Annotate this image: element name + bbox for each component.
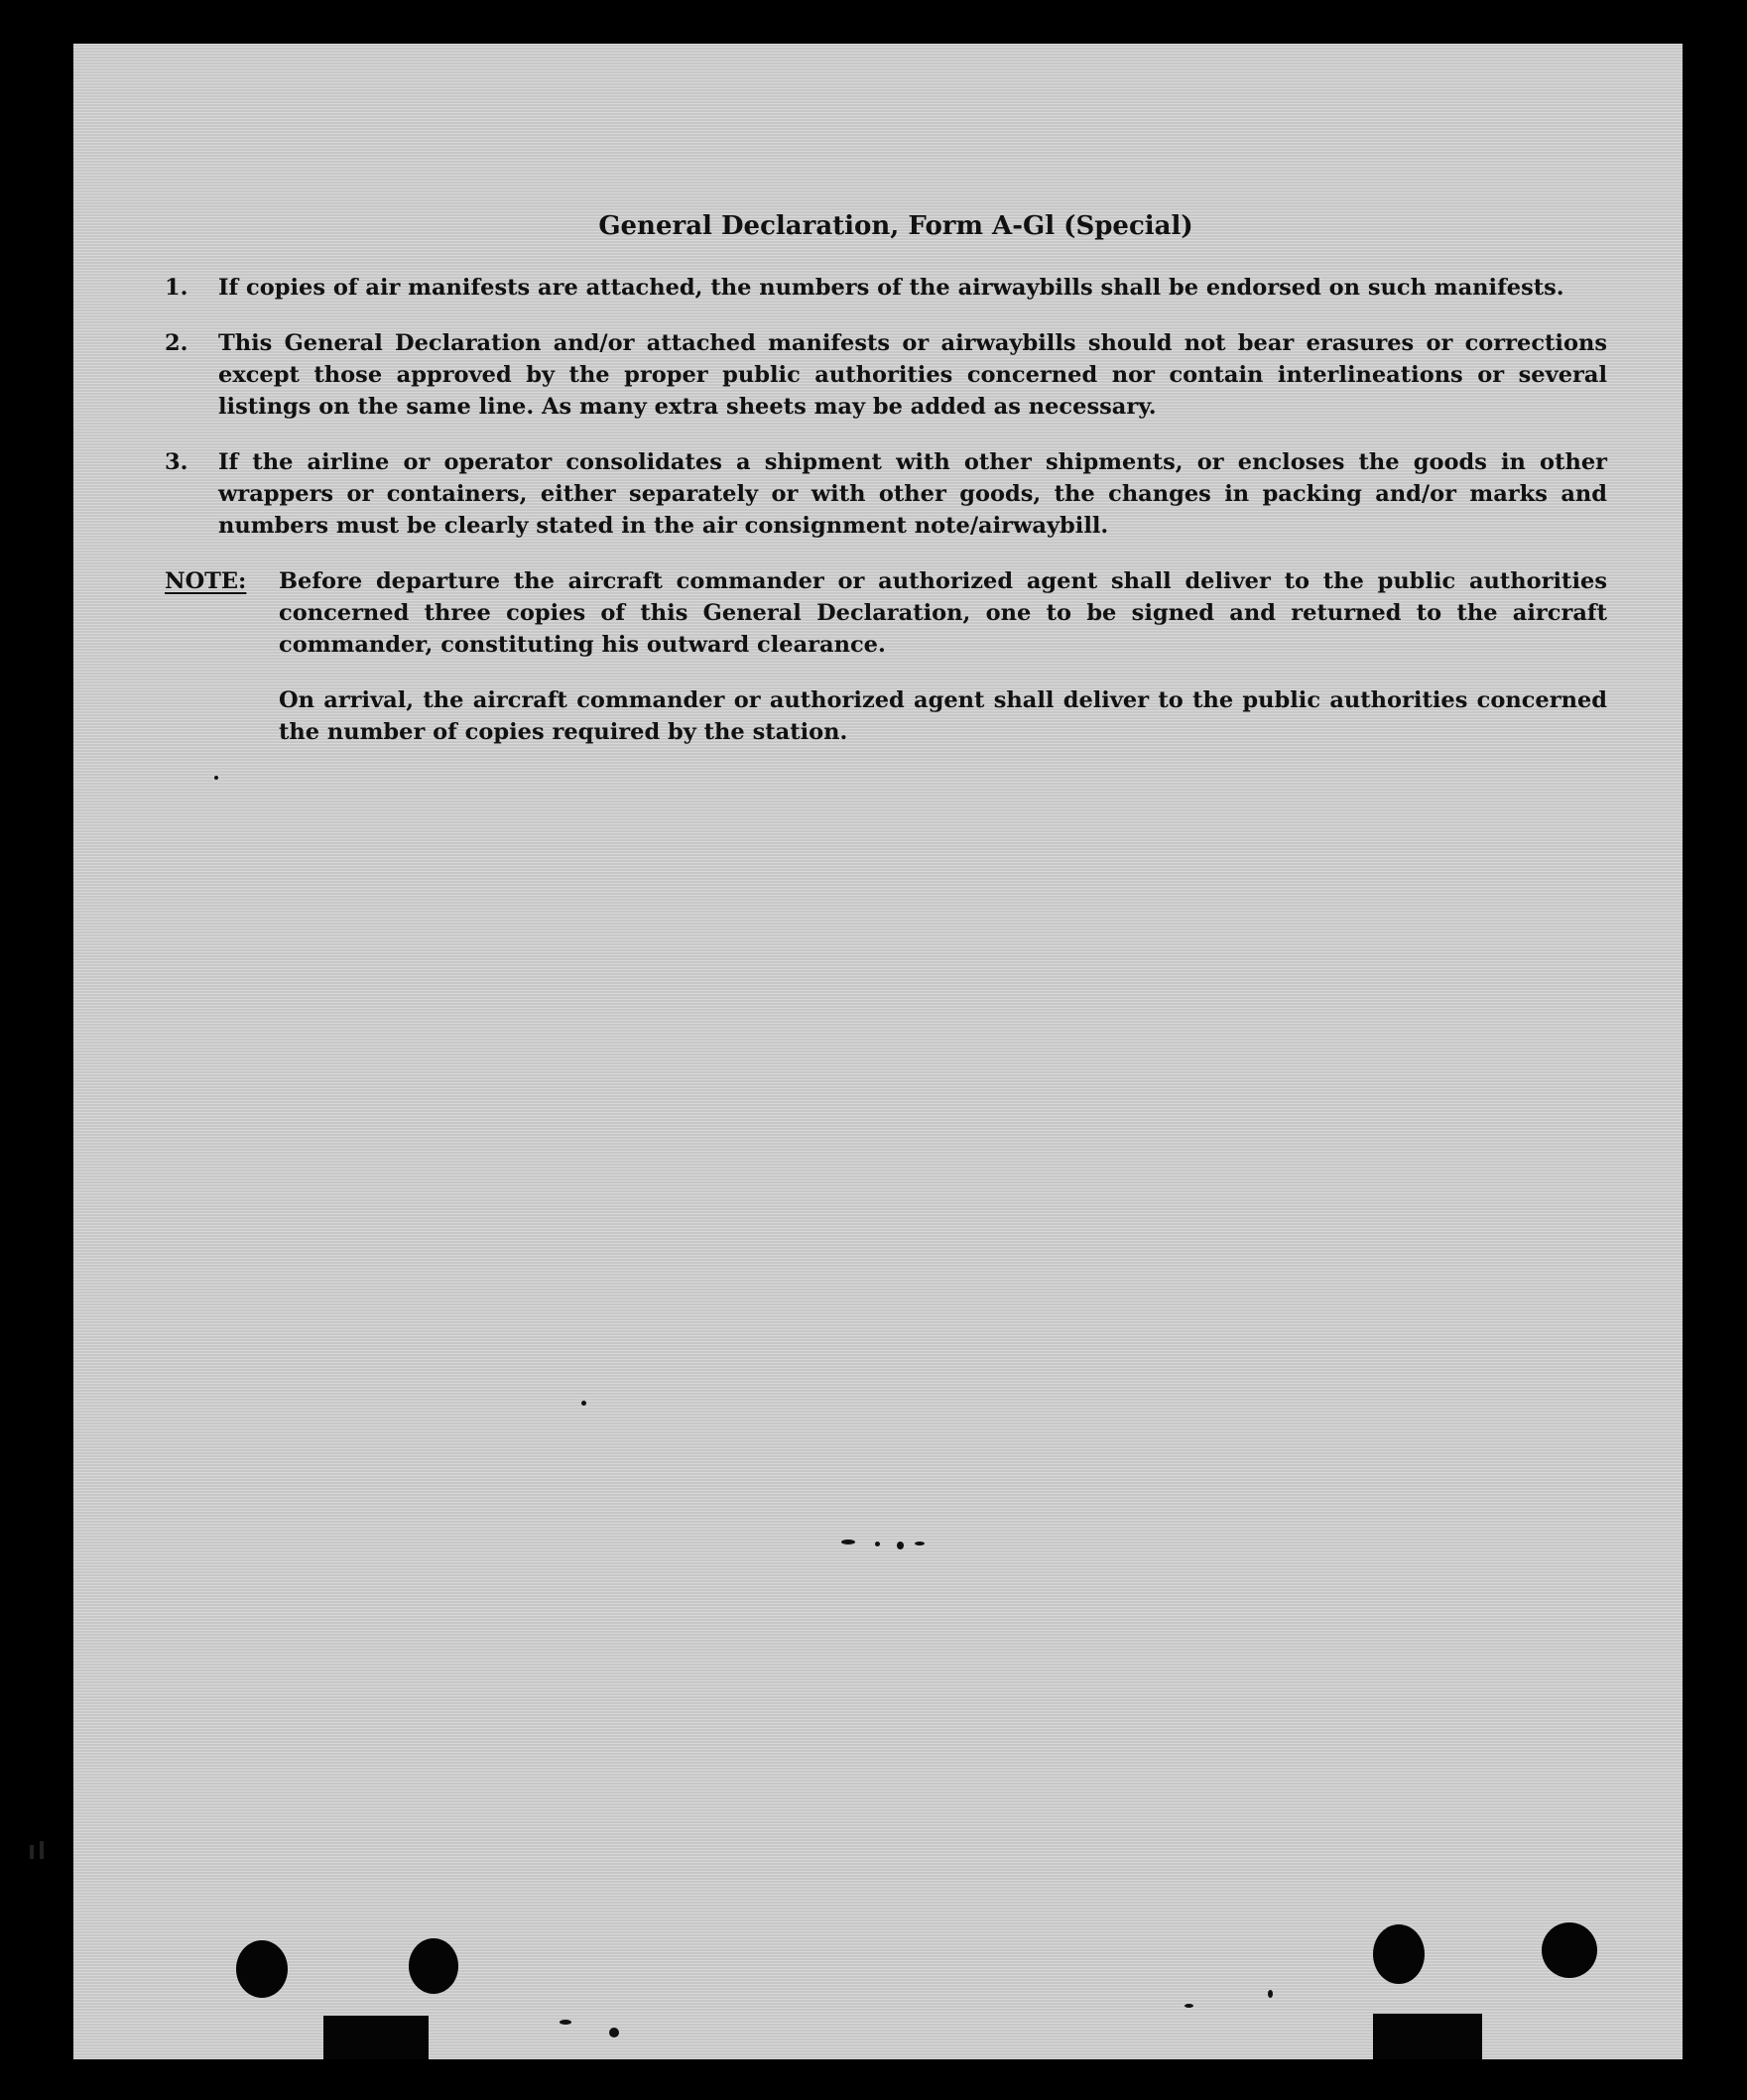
scan-speck	[841, 1540, 855, 1544]
scan-speck	[1185, 2004, 1193, 2008]
note-label: NOTE:	[165, 568, 247, 594]
scan-speck	[30, 1845, 34, 1859]
item-number: 2.	[165, 330, 188, 356]
document-content	[165, 210, 1607, 772]
binder-tab	[1373, 2014, 1482, 2059]
list-item	[165, 272, 1607, 304]
item-text: If the airline or operator consolidates a shipment with other shipments, or encloses the goods in other wrappers or containers, either separately or with other goods, the changes in packing and/or marks and numbers must be clearly stated in the air consignment note/airwaybill.	[218, 449, 1607, 539]
note-paragraph: On arrival, the aircraft commander or authorized agent shall deliver to the public authorities concerned the number of copies required by the station.	[279, 687, 1607, 745]
item-number: 3.	[165, 449, 188, 475]
scan-speck	[1268, 1990, 1273, 1998]
document-page	[73, 44, 1683, 2059]
scan-speck	[214, 776, 218, 780]
list-item	[165, 446, 1607, 542]
scan-speck	[581, 1401, 586, 1406]
item-text: If copies of air manifests are attached, the numbers of the airwaybills shall be endorsed on such manifests.	[218, 275, 1564, 301]
item-number: 1.	[165, 275, 188, 301]
scan-speck	[560, 2020, 571, 2025]
binder-hole	[1373, 1924, 1425, 1984]
document-title: General Declaration, Form A-Gl (Special)	[598, 211, 1193, 241]
binder-tab	[323, 2016, 429, 2059]
note-paragraph: Before departure the aircraft commander or authorized agent shall deliver to the public authorities concerned three copies of this General Declaration, one to be signed and returned to the aircraft commander, constituting his outward clearance.	[279, 568, 1607, 658]
item-text: This General Declaration and/or attached manifests or airwaybills should not bear erasures or corrections except those approved by the proper public authorities concerned nor contain interlineations or several listings on the same line. As many extra sheets may be added as necessary.	[218, 330, 1607, 420]
binder-hole	[409, 1938, 458, 1994]
scan-speck	[609, 2028, 619, 2038]
binder-hole	[1542, 1922, 1597, 1978]
scan-speck	[897, 1542, 904, 1549]
scan-speck	[875, 1542, 880, 1546]
scan-speck	[915, 1542, 925, 1545]
binder-hole	[236, 1940, 288, 1998]
note-section	[165, 565, 1607, 772]
note-body	[279, 565, 1607, 772]
scan-speck	[40, 1841, 44, 1859]
list-item	[165, 327, 1607, 423]
